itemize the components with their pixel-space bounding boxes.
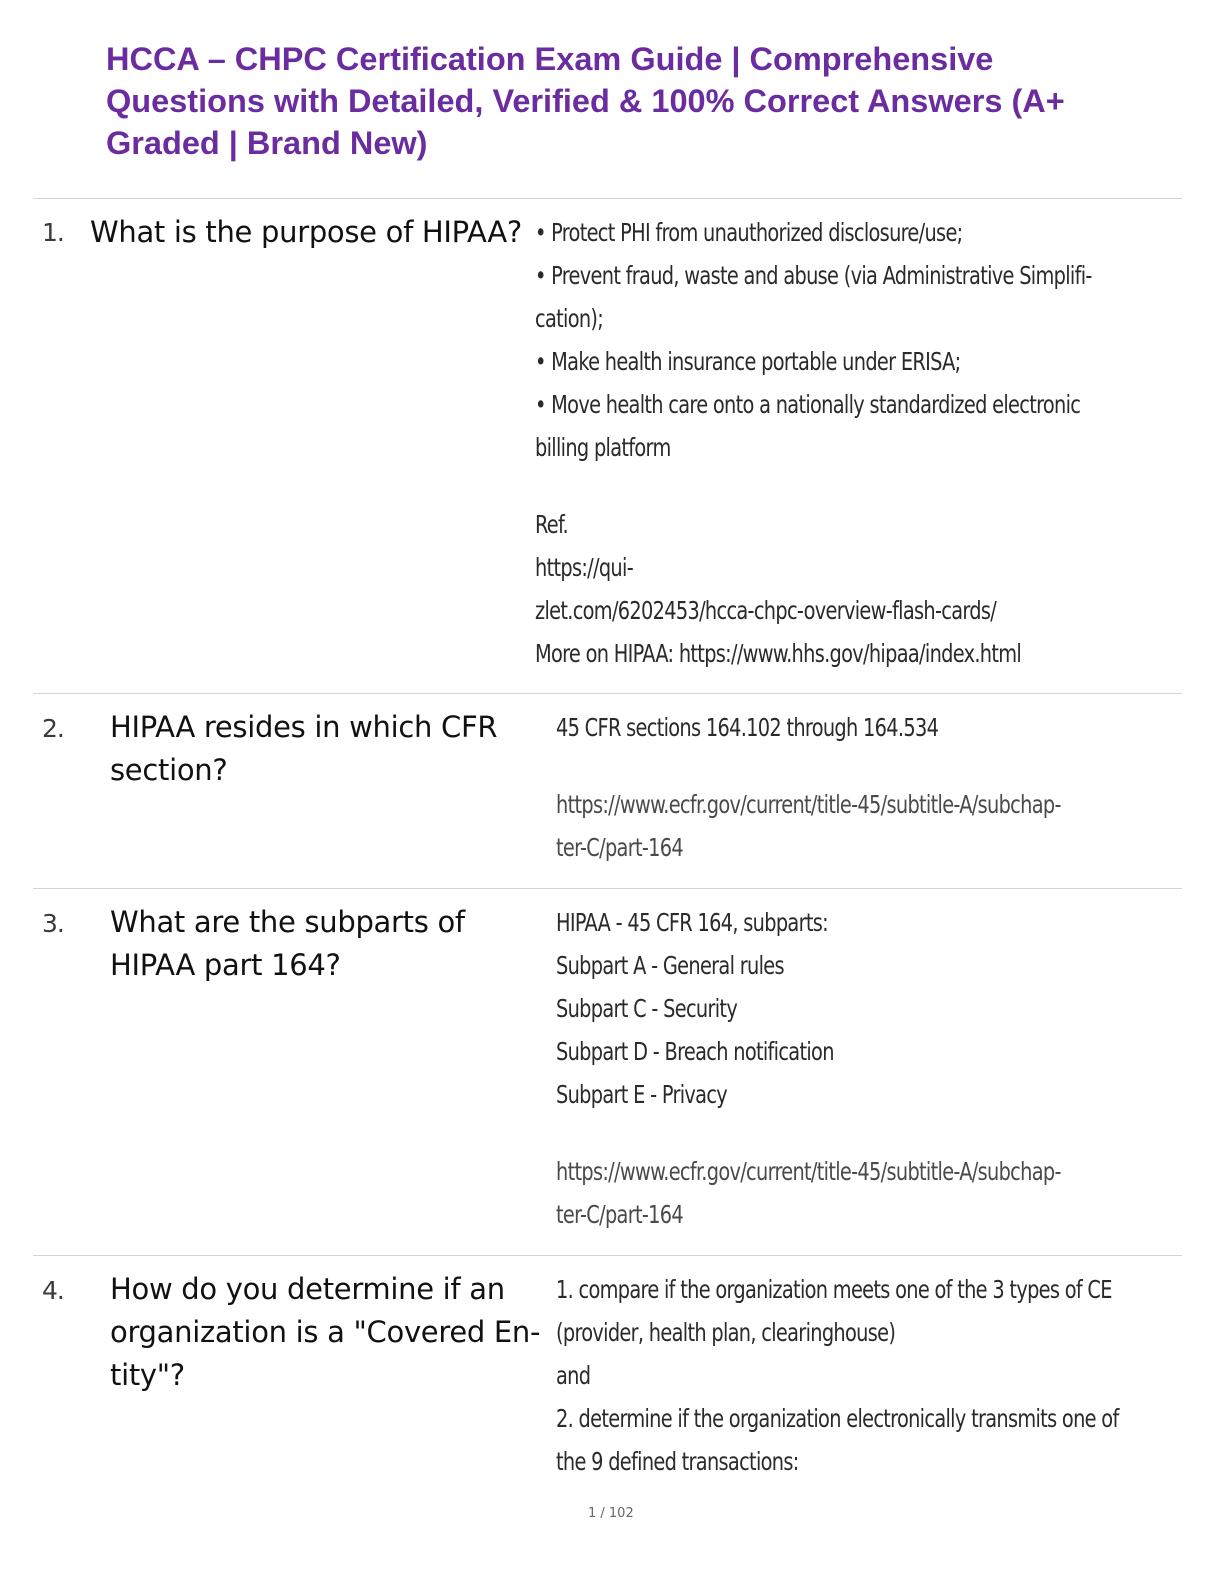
title-line: Graded | Brand New) <box>106 125 428 161</box>
reference-label: Ref. <box>535 510 569 539</box>
reference-link[interactable]: ter-C/part-164 <box>556 1200 683 1229</box>
page-indicator: 1 / 102 <box>588 1506 634 1521</box>
reference-link[interactable]: zlet.com/6202453/hcca-chpc-overview-flash-cards/ <box>535 596 997 625</box>
answer-text: 1. compare if the organization meets one of the 3 types of CE (provider, health plan, clearinghouse) and 2. determine if the organization electronically transmits one of the 9 defined transactions: <box>556 1275 1119 1476</box>
question-text: How do you determine if an organization is a "Covered En- tity"? <box>110 1272 541 1392</box>
answer-text: HIPAA - 45 CFR 164, subparts: Subpart A - General rules Subpart C - Security Subpart D - Breach notification Subpart E - Privacy https://www.ecfr.gov/current/title-45/subtitle-A/subchap- ter-C/part-164 <box>556 901 1061 1236</box>
question-number: 2. <box>42 714 64 743</box>
divider <box>33 198 1182 199</box>
answer-text: 45 CFR sections 164.102 through 164.534 https://www.ecfr.gov/current/title-45/subtitle-A/subchap- ter-C/part-164 <box>556 706 1061 869</box>
question-number: 4. <box>42 1276 64 1305</box>
title-line: Questions with Detailed, Verified & 100% Correct Answers (A+ <box>106 83 1065 119</box>
title-line: HCCA – CHPC Certification Exam Guide | Comprehensive <box>106 41 994 77</box>
reference-link[interactable]: https://www.ecfr.gov/current/title-45/subtitle-A/subchap- <box>556 790 1061 819</box>
question-number: 3. <box>42 909 64 938</box>
reference-link[interactable]: More on HIPAA: https://www.hhs.gov/hipaa/index.html <box>535 639 1022 668</box>
reference-link[interactable]: https://qui- <box>535 553 633 582</box>
document-title <box>106 38 1186 164</box>
question-number: 1. <box>42 218 64 247</box>
question-text: What are the subparts of HIPAA part 164? <box>110 905 465 982</box>
reference-link[interactable]: ter-C/part-164 <box>556 833 683 862</box>
answer-text: • Protect PHI from unauthorized disclosure/use; • Prevent fraud, waste and abuse (via Administrative Simplifi- cation); • Make health insurance portable under ERISA; • Move health care onto a nationally standardized electronic billing platform Ref. https://qui- zlet.com/6202453/hcca-chpc-overview-flash-cards/ More on HIPAA: https://www.hhs.gov/hipaa/index.html <box>535 211 1092 675</box>
divider <box>33 693 1182 694</box>
divider <box>33 1255 1182 1256</box>
reference-link[interactable]: https://www.ecfr.gov/current/title-45/subtitle-A/subchap- <box>556 1157 1061 1186</box>
divider <box>33 888 1182 889</box>
question-text: HIPAA resides in which CFR section? <box>110 710 498 787</box>
question-text: What is the purpose of HIPAA? <box>90 215 522 249</box>
